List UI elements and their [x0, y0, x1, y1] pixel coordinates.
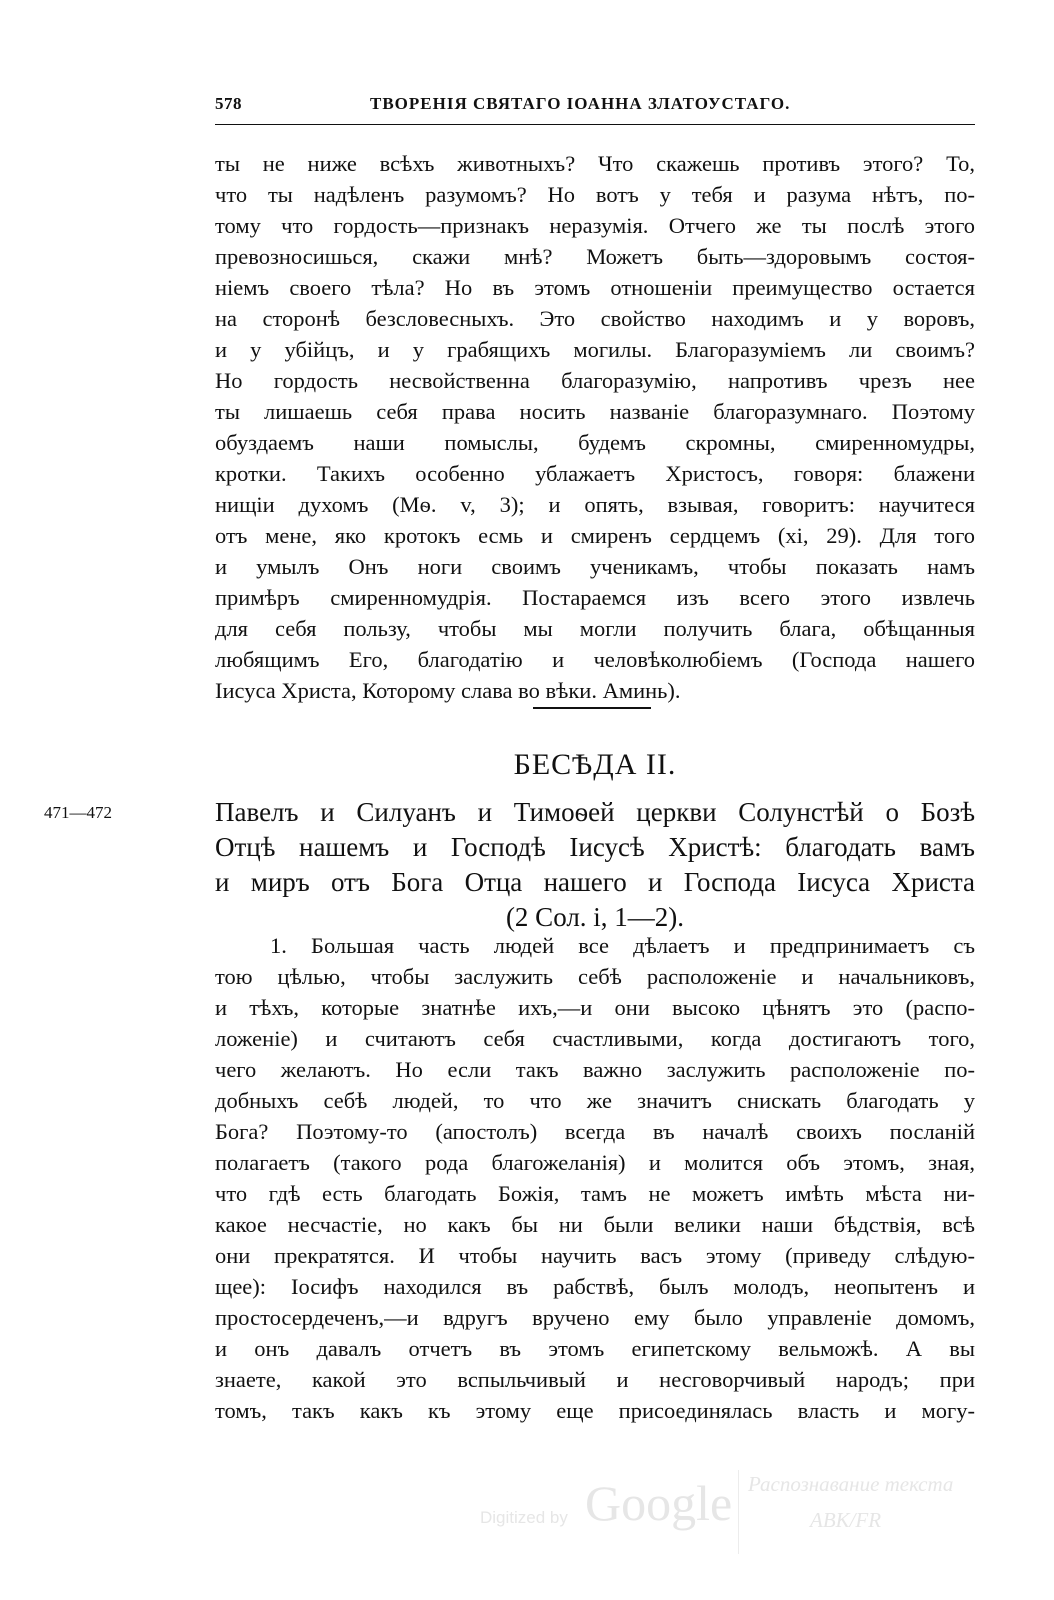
margin-reference: 471—472	[44, 803, 112, 822]
text-line: примѣръ смиренномудрія. Постараемся изъ всего этого извлечь	[215, 585, 975, 610]
text-line: ты лишаешь себя права носить названіе благоразумнаго. Поэтому	[215, 399, 975, 424]
text-line: полагаетъ (такого рода благожеланія) и молится объ этомъ, зная,	[215, 1150, 975, 1175]
epigraph-line: Павелъ и Силуанъ и Тимоѳей церкви Солунстѣй о Бозѣ	[215, 797, 975, 827]
text-line: Бога? Поэтому-то (апостолъ) всегда въ началѣ своихъ посланій	[215, 1119, 975, 1144]
page-header	[215, 94, 975, 120]
text-line: и умылъ Онъ ноги своимъ ученикамъ, чтобы показать намъ	[215, 554, 975, 579]
page-number: 578	[215, 94, 242, 113]
text-line: 1. Большая часть людей все дѣлаетъ и предпринимаетъ съ	[270, 933, 975, 958]
google-logo: Google	[585, 1475, 733, 1531]
text-line: добныхъ себѣ людей, то что же значитъ снискать благодать у	[215, 1088, 975, 1113]
header-rule	[215, 124, 975, 125]
text-line: и у убійцъ, и у грабящихъ могилы. Благоразуміемъ ли своимъ?	[215, 337, 975, 362]
text-line: и тѣхъ, которые знатнѣе ихъ,—и они высоко цѣнятъ это (распо-	[215, 995, 975, 1020]
text-line: щее): Іосифъ находился въ рабствѣ, былъ молодъ, неопытенъ и	[215, 1274, 975, 1299]
text-line: Іисуса Христа, Которому слава во вѣки. Аминь).	[215, 678, 681, 703]
text-line: нищіи духомъ (Мѳ. v, 3); и опять, взывая, говоритъ: научитеся	[215, 492, 975, 517]
recognition-credit: Распознавание текста	[748, 1472, 954, 1496]
text-line: превозносишься, скажи мнѣ? Можетъ быть—здоровымъ состоя-	[215, 244, 975, 269]
text-line: знаете, какой это вспыльчивый и несговорчивый народъ; при	[215, 1367, 975, 1392]
watermark-divider	[738, 1470, 739, 1554]
text-line: тому что гордость—признакъ неразумія. Отчего же ты послѣ этого	[215, 213, 975, 238]
text-line: что гдѣ есть благодать Божія, тамъ не можетъ имѣть мѣста ни-	[215, 1181, 975, 1206]
digitized-by-text: Digitized by	[480, 1508, 568, 1527]
text-line: и онъ давалъ отчетъ въ этомъ египетскому вельможѣ. А вы	[215, 1336, 975, 1361]
text-line: обуздаемъ наши помыслы, будемъ скромны, смиренномудры,	[215, 430, 975, 455]
sermon-body	[215, 930, 975, 1426]
text-line: простосердеченъ,—и вдругъ вручено ему было управленіе домомъ,	[215, 1305, 975, 1330]
scan-watermark	[480, 1470, 1000, 1560]
text-line: отъ мене, яко кротокъ есмь и смиренъ сердцемъ (xi, 29). Для того	[215, 523, 975, 548]
epigraph	[215, 795, 975, 935]
text-line: Но гордость несвойственна благоразумію, напротивъ чрезъ нее	[215, 368, 975, 393]
text-line: ложеніе) и считаютъ себя счастливыми, когда достигаютъ того,	[215, 1026, 975, 1051]
text-line: чего желаютъ. Но если такъ важно заслужить расположеніе по-	[215, 1057, 975, 1082]
epigraph-citation: (2 Сол. i, 1—2).	[505, 902, 685, 932]
section-separator	[533, 707, 651, 709]
text-line: какое несчастіе, но какъ бы ни были велики наши бѣдствія, всѣ	[215, 1212, 975, 1237]
sermon-title: БЕСѢДА II.	[513, 748, 677, 781]
recognition-author: АВК/FR	[810, 1508, 882, 1532]
epigraph-line: Отцѣ нашемъ и Господѣ Іисусѣ Христѣ: благодать вамъ	[215, 832, 975, 862]
continuation-text	[215, 148, 975, 706]
text-line: любящимъ Его, благодатію и человѣколюбіемъ (Господа нашего	[215, 647, 975, 672]
text-line: для себя пользу, чтобы мы могли получить блага, обѣщанныя	[215, 616, 975, 641]
text-line: что ты надѣленъ разумомъ? Но вотъ у тебя и разума нѣтъ, по-	[215, 182, 975, 207]
text-line: кротки. Такихъ особенно ублажаетъ Христосъ, говоря: блажени	[215, 461, 975, 486]
text-line: на сторонѣ безсловесныхъ. Это свойство находимъ и у воровъ,	[215, 306, 975, 331]
text-line: ты не ниже всѣхъ животныхъ? Что скажешь противъ этого? То,	[215, 151, 975, 176]
text-line: томъ, такъ какъ къ этому еще присоединялась власть и могу-	[215, 1398, 975, 1423]
text-line: ніемъ своего тѣла? Но въ этомъ отношеніи преимущество остается	[215, 275, 975, 300]
running-title: ТВОРЕНІЯ СВЯТАГО ІОАННА ЗЛАТОУСТАГО.	[370, 94, 791, 113]
epigraph-line: и миръ отъ Бога Отца нашего и Господа Іисуса Христа	[215, 867, 975, 897]
text-line: тою цѣлью, чтобы заслужить себѣ расположеніе и начальниковъ,	[215, 964, 975, 989]
text-line: они прекратятся. И чтобы научить васъ этому (приведу слѣдую-	[215, 1243, 975, 1268]
